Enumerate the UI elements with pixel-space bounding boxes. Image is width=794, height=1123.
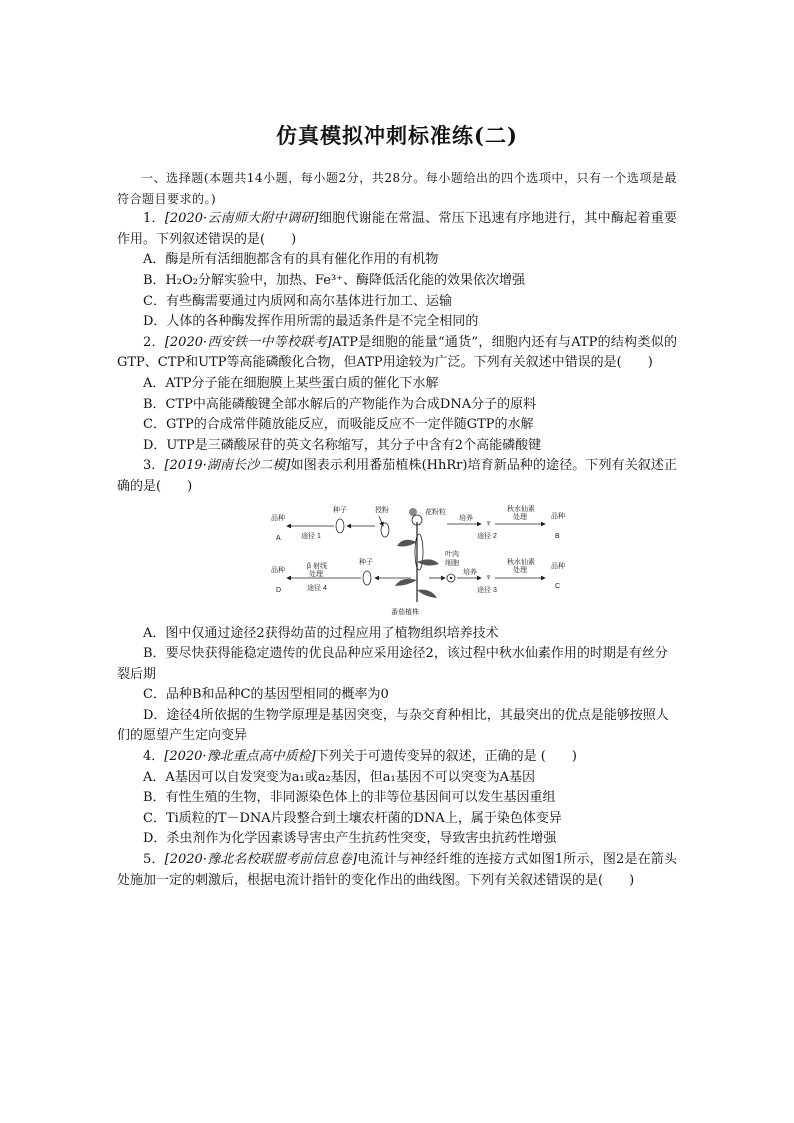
question-stem: 5．[2020·豫北名校联盟考前信息卷]电流计与神经纤维的连接方式如图1所示，图2是在箭头处施加一定的刺激后，根据电流计指针的变化作出的曲线图。下列有关叙述错误的是( ) xyxy=(117,852,677,888)
label-treatment-bottom: 处理 xyxy=(513,566,527,574)
leaf-icon xyxy=(397,539,417,546)
question-stem: 4．[2020·豫北重点高中质检]下列关于可遗传变异的叙述，正确的是 ( ) xyxy=(143,749,577,765)
label-colchicine-top: 秋水仙素 xyxy=(507,505,535,513)
option-a[interactable]: A．ATP分子能在细胞膜上某些蛋白质的催化下水解 xyxy=(143,375,439,391)
question-source: [2019·湖南长沙二模] xyxy=(164,458,291,474)
option-d[interactable]: D．杀虫剂作为化学因素诱导害虫产生抗药性突变，导致害虫抗药性增强 xyxy=(143,831,557,847)
label-pollen: 花粉粒 xyxy=(425,508,446,516)
question-stem: 3．[2019·湖南长沙二模]如图表示利用番茄植株(HhRr)培育新品种的途径。下列有关叙述正确的是( ) xyxy=(117,458,677,494)
question-3 xyxy=(117,456,677,747)
label-treatment-beta: 处理 xyxy=(309,570,323,578)
label-culture-top: 培养 xyxy=(459,514,473,522)
option-d[interactable]: D．人体的各种酶发挥作用所需的最适条件是不完全相同的 xyxy=(143,314,479,330)
label-pinzhong-c: 品种 xyxy=(551,562,565,570)
option-c[interactable]: C．有些酶需要通过内质网和高尔基体进行加工、运输 xyxy=(143,293,452,309)
section-note: (本题共14小题，每小题2分，共28分。每小题给出的四个选项中，只有一个选项是最符合题目要求的。) xyxy=(117,171,677,206)
question-source: [2020·豫北名校联盟考前信息卷] xyxy=(164,852,358,868)
option-d[interactable]: D．途径4所依据的生物学原理是基因突变，与杂交育种相比，其最突出的优点是能够按照人们的愿望产生定向变异 xyxy=(117,707,669,744)
label-pollination: 授粉 xyxy=(375,506,389,514)
question-5 xyxy=(117,850,677,891)
question-stem: 1．[2020·云南师大附中调研]细胞代谢能在常温、常压下迅速有序地进行，其中酶起着重要作用。下列叙述错误的是( ) xyxy=(117,211,677,247)
option-d[interactable]: D．UTP是三磷酸尿苷的英文名称缩写，其分子中含有2个高能磷酸键 xyxy=(143,437,542,453)
option-c[interactable]: C．Ti质粒的T－DNA片段整合到土壤农杆菌的DNA上，属于染色体变异 xyxy=(143,810,562,826)
breeding-pathway-figure xyxy=(117,502,677,618)
label-treatment-top: 处理 xyxy=(513,513,527,521)
option-a[interactable]: A．A基因可以自发突变为a₁或a₂基因，但a₁基因不可以突变为A基因 xyxy=(143,769,536,785)
option-b[interactable]: B．有性生殖的生物，非同源染色体上的非等位基因间可以发生基因重组 xyxy=(143,790,556,806)
label-pathway-3: 途径 3 xyxy=(477,586,497,594)
label-pathway-4: 途径 4 xyxy=(307,584,327,592)
leaf-icon xyxy=(417,589,437,597)
section-header xyxy=(117,168,677,209)
question-stem: 2．[2020·西安铁一中等校联考]ATP是细胞的能量“通货”，细胞内还有与ATP的结构类似的GTP、CTP和UTP等高能磷酸化合物，但ATP用途较为广泛。下列有关叙述中错误的是( ) xyxy=(117,334,677,371)
label-pathway-1: 途径 1 xyxy=(301,532,321,540)
label-colchicine-bottom: 秋水仙素 xyxy=(507,558,535,566)
question-1 xyxy=(117,209,677,333)
question-source: [2020·西安铁一中等校联考] xyxy=(164,334,332,350)
leaf-icon xyxy=(395,578,417,585)
page-title: 仿真模拟冲刺标准练(二) xyxy=(276,123,518,148)
question-source: [2020·云南师大附中调研] xyxy=(164,211,319,227)
label-variety-c: C xyxy=(555,582,561,590)
label-pinzhong-d1: 品种 xyxy=(271,566,285,574)
question-4 xyxy=(117,747,677,850)
label-mesophyll-2: 细胞 xyxy=(445,559,459,567)
label-mesophyll-1: 叶肉 xyxy=(445,550,459,558)
option-b[interactable]: B．H₂O₂分解实验中，加热、Fe³⁺、酶降低活化能的效果依次增强 xyxy=(143,272,526,288)
label-pathway-2: 途径 2 xyxy=(477,532,497,540)
label-culture-bottom: 培养 xyxy=(463,568,477,576)
label-variety-b: B xyxy=(555,532,560,540)
option-b[interactable]: B．CTP中高能磷酸键全部水解后的产物能作为合成DNA分子的原料 xyxy=(143,396,537,412)
label-pinzhong-b: 品种 xyxy=(551,512,565,520)
seedling-icon: ♆ xyxy=(485,571,492,582)
option-b[interactable]: B．要尽快获得能稳定遗传的优良品种应采用途径2，该过程中秋水仙素作用的时期是有丝分裂后期 xyxy=(117,646,668,682)
question-source: [2020·豫北重点高中质检] xyxy=(164,749,316,765)
seed-icon xyxy=(336,519,344,533)
seedling-icon: ♆ xyxy=(485,517,492,528)
label-beta-ray: β 射线 xyxy=(307,562,327,570)
option-a[interactable]: A．图中仅通过途径2获得幼苗的过程应用了植物组织培养技术 xyxy=(143,625,499,641)
option-c[interactable]: C．GTP的合成常伴随放能反应，而吸能反应不一定伴随GTP的水解 xyxy=(143,417,534,433)
option-a[interactable]: A．酶是所有活细胞都含有的具有催化作用的有机物 xyxy=(143,252,439,268)
label-seed-bottom: 种子 xyxy=(359,558,373,566)
label-pinzhong-a1: 品种 xyxy=(271,514,285,522)
option-c[interactable]: C．品种B和品种C的基因型相同的概率为0 xyxy=(143,687,389,703)
label-variety-d: D xyxy=(276,586,282,594)
section-label: 一、选择题 xyxy=(141,171,204,185)
document-body xyxy=(117,168,677,891)
label-seed-top: 种子 xyxy=(333,506,347,514)
question-2 xyxy=(117,333,677,457)
leaf-icon xyxy=(417,559,439,565)
label-tomato-plant: 番茄植株 xyxy=(391,608,419,616)
label-variety-a: A xyxy=(276,534,281,542)
